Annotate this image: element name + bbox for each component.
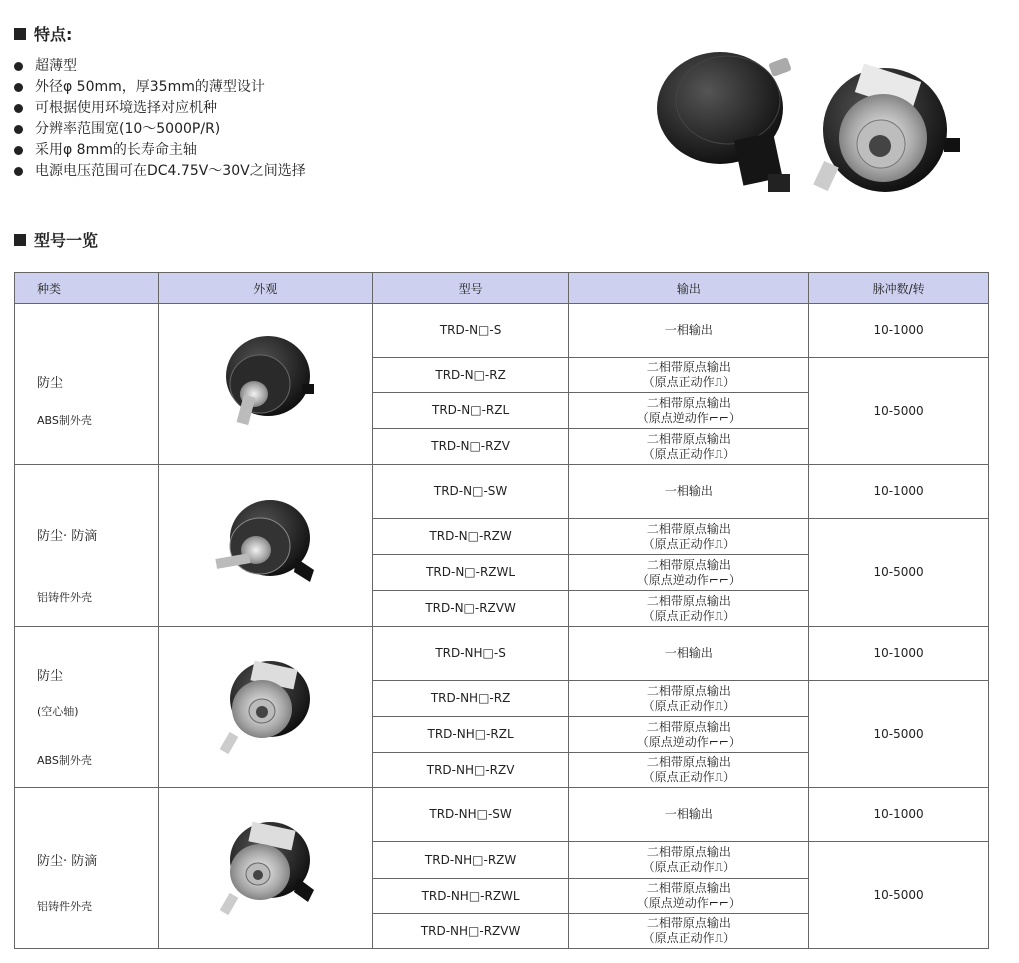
output-cell: 二相带原点输出 （原点正动作⎍） — [569, 914, 809, 949]
pulses-cell: 10-5000 — [809, 842, 989, 949]
table-row — [15, 465, 989, 519]
output-cell: 一相输出 — [569, 304, 809, 358]
pulses-cell: 10-1000 — [809, 465, 989, 519]
output-cell: 二相带原点输出 （原点逆动作⌐⌐） — [569, 717, 809, 753]
header-kind: 种类 — [15, 273, 159, 304]
header-pulses: 脉冲数/转 — [809, 273, 989, 304]
list-item: 电源电压范围可在DC4.75V～30V之间选择 — [14, 161, 306, 182]
output-cell: 一相输出 — [569, 627, 809, 681]
model-cell: TRD-N□-RZVW — [372, 591, 569, 627]
model-cell: TRD-NH□-RZL — [372, 717, 569, 753]
model-cell: TRD-NH□-RZWL — [372, 879, 569, 914]
model-cell: TRD-N□-RZL — [372, 393, 569, 429]
encoder-aluminum-shaft-image — [210, 496, 320, 596]
output-cell: 二相带原点输出 （原点正动作⎍） — [569, 753, 809, 788]
model-cell: TRD-N□-RZWL — [372, 555, 569, 591]
encoder-rear-view — [657, 52, 792, 192]
list-item: 采用φ 8mm的长寿命主轴 — [14, 140, 306, 161]
model-cell: TRD-N□-RZV — [372, 429, 569, 465]
output-cell: 一相输出 — [569, 465, 809, 519]
model-cell: TRD-N□-RZW — [372, 519, 569, 555]
output-cell: 二相带原点输出 （原点正动作⎍） — [569, 519, 809, 555]
pulses-cell: 10-1000 — [809, 304, 989, 358]
encoder-aluminum-hollow-image — [210, 818, 320, 918]
appearance-cell — [158, 304, 372, 465]
model-cell: TRD-N□-S — [372, 304, 569, 358]
output-cell: 二相带原点输出 （原点逆动作⌐⌐） — [569, 393, 809, 429]
encoder-product-photo — [650, 38, 970, 203]
encoder-abs-hollow-image — [210, 657, 320, 757]
square-bullet-icon — [14, 234, 26, 246]
square-bullet-icon — [14, 28, 26, 40]
output-cell: 二相带原点输出 （原点正动作⎍） — [569, 842, 809, 879]
pulses-cell: 10-1000 — [809, 788, 989, 842]
list-item: 分辨率范围宽(10～5000P/R) — [14, 119, 306, 140]
model-cell: TRD-N□-SW — [372, 465, 569, 519]
model-cell: TRD-N□-RZ — [372, 358, 569, 393]
list-item: 可根据使用环境选择对应机种 — [14, 98, 306, 119]
model-cell: TRD-NH□-RZVW — [372, 914, 569, 949]
output-cell: 二相带原点输出 （原点正动作⎍） — [569, 429, 809, 465]
bullet-icon — [14, 104, 23, 113]
model-table — [14, 272, 989, 949]
output-cell: 二相带原点输出 （原点逆动作⌐⌐） — [569, 879, 809, 914]
output-cell: 二相带原点输出 （原点正动作⎍） — [569, 681, 809, 717]
kind-cell: 防尘 (空心轴) ABS制外壳 — [15, 627, 159, 788]
list-item: 超薄型 — [14, 56, 306, 77]
table-row — [15, 304, 989, 358]
model-cell: TRD-NH□-RZ — [372, 681, 569, 717]
pulses-cell: 10-5000 — [809, 519, 989, 627]
models-section-title: 型号一览 — [14, 228, 98, 251]
table-row — [15, 627, 989, 681]
output-cell: 二相带原点输出 （原点逆动作⌐⌐） — [569, 555, 809, 591]
appearance-cell — [158, 788, 372, 949]
model-cell: TRD-NH□-S — [372, 627, 569, 681]
list-item: 外径φ 50mm，厚35mm的薄型设计 — [14, 77, 306, 98]
encoder-abs-shaft-image — [210, 334, 320, 434]
output-cell: 二相带原点输出 （原点正动作⎍） — [569, 591, 809, 627]
pulses-cell: 10-1000 — [809, 627, 989, 681]
appearance-cell — [158, 465, 372, 627]
pulses-cell: 10-5000 — [809, 358, 989, 465]
model-cell: TRD-NH□-RZW — [372, 842, 569, 879]
appearance-cell — [158, 627, 372, 788]
header-appearance: 外观 — [158, 273, 372, 304]
bullet-icon — [14, 125, 23, 134]
header-model: 型号 — [372, 273, 569, 304]
pulses-cell: 10-5000 — [809, 681, 989, 788]
table-row — [15, 788, 989, 842]
kind-cell: 防尘 ABS制外壳 — [15, 304, 159, 465]
kind-cell: 防尘· 防滴 铝铸件外壳 — [15, 465, 159, 627]
output-cell: 二相带原点输出 （原点正动作⎍） — [569, 358, 809, 393]
encoder-front-view — [813, 63, 960, 192]
model-cell: TRD-NH□-RZV — [372, 753, 569, 788]
table-header-row — [15, 273, 989, 304]
feature-list — [14, 56, 306, 182]
bullet-icon — [14, 83, 23, 92]
model-cell: TRD-NH□-SW — [372, 788, 569, 842]
kind-cell: 防尘· 防滴 铝铸件外壳 — [15, 788, 159, 949]
output-cell: 一相输出 — [569, 788, 809, 842]
bullet-icon — [14, 167, 23, 176]
features-title: 特点: — [14, 22, 72, 45]
bullet-icon — [14, 62, 23, 71]
header-output: 输出 — [569, 273, 809, 304]
bullet-icon — [14, 146, 23, 155]
